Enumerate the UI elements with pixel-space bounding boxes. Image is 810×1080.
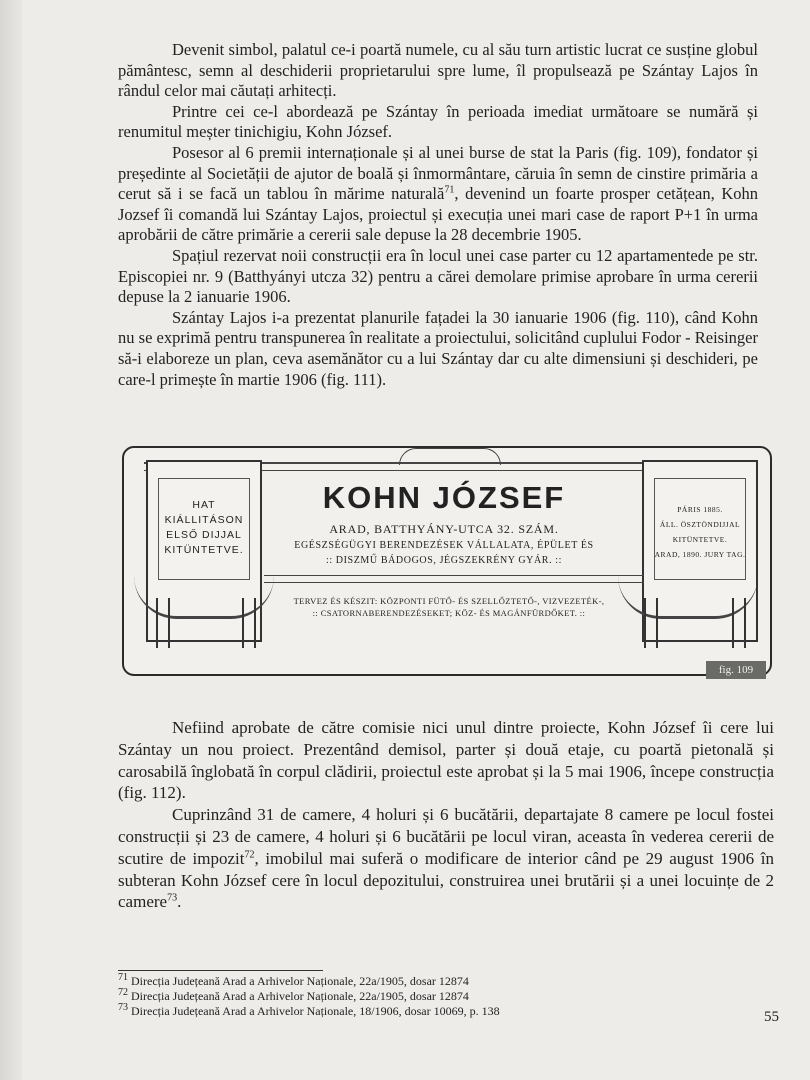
top-text-block xyxy=(118,40,758,390)
paragraph-3 xyxy=(118,143,758,246)
ad-services-line-2: :: CSATORNABERENDEZÉSEKET; KÖZ- ÉS MAGÁNFÜRDŐKET. :: xyxy=(312,608,586,618)
paragraph-4: Spațiul rezervat noii construcții era în locul unei case parter cu 12 apartamentede pe str. Episcopiei nr. 9 (Batthyányi utcza 32) pentru a cărei demolare primise aprobare în urma cererii depuse la 2 ianuarie 1906. xyxy=(118,245,758,307)
footnote-text: Direcția Județeană Arad a Arhivelor Naționale, 18/1906, dosar 10069, p. 138 xyxy=(131,1004,500,1018)
left-panel-line: HAT xyxy=(192,499,216,511)
footnote-72 xyxy=(118,989,568,1004)
paragraph-7-part-b: , imobilul mai suferă o modificare de interior când pe 29 august 1906 în subteran Kohn József cere în locul depozitului, construirea unei brutării și a unei locuințe de 2 camere xyxy=(118,848,774,912)
kohn-jozsef-advertisement xyxy=(122,446,772,676)
footnote-number: 73 xyxy=(118,1002,128,1013)
paragraph-3-part-b: , devenind un foarte prosper cetățean, Kohn Jozsef îi comandă lui Szántay Lajos, proiectul și execuția unei mari case de raport P+1 în urma aprobării de către primărie a cererii sale depuse la 28 decembrie 1905. xyxy=(118,184,758,245)
ad-title: KOHN JÓZSEF xyxy=(322,480,566,515)
right-panel-line: ARAD, 1890. JURY TAG. xyxy=(654,550,746,559)
paragraph-7-part-c: . xyxy=(177,892,182,912)
right-column-ornament xyxy=(644,598,658,648)
right-panel-line: PÁRIS 1885. xyxy=(677,505,723,514)
left-column-ornament xyxy=(156,598,170,648)
paragraph-7-part-a: Cuprinzând 31 de camere, 4 holuri și 6 bucătării, departajate 8 camere pe locul fostei construcții și 23 de camere, 4 holuri și 6 bucătării pe locul viran, aceasta în vederea cererii de scutire de impozit xyxy=(118,805,774,868)
footnote-text: Direcția Județeană Arad a Arhivelor Naționale, 22a/1905, dosar 12874 xyxy=(131,974,469,988)
ad-description-line-2: :: DISZMŰ BÁDOGOS, JÉGSZEKRÉNY GYÁR. :: xyxy=(325,555,563,566)
left-panel-line: KITÜNTETVE. xyxy=(164,544,244,556)
footnote-ref-72: 72 xyxy=(244,849,255,861)
footnote-text: Direcția Județeană Arad a Arhivelor Naționale, 22a/1905, dosar 12874 xyxy=(131,989,469,1003)
page-binding-edge xyxy=(0,0,22,1080)
ad-description-line-1: EGÉSZSÉGÜGYI BERENDEZÉSEK VÁLLALATA, ÉPÜLET ÉS xyxy=(294,540,594,551)
ad-top-arch xyxy=(399,448,501,465)
figure-label: fig. 109 xyxy=(706,661,766,679)
footnote-rule xyxy=(118,970,323,971)
footnotes xyxy=(118,974,568,1019)
right-panel-line: ÁLL. ÖSZTÖNDIJJAL xyxy=(659,520,741,529)
paragraph-5: Szántay Lajos i-a prezentat planurile fațadei la 30 ianuarie 1906 (fig. 110), când Kohn nu se exprimă pentru transpunerea în realitate a proiectului, solicitând cuplului Fodor - Reisinger să-i elaboreze un plan, ceva asemănător cu a lui Szántay dar cu alte dimensiuni și deschideri, pe care-l primește în martie 1906 (fig. 111). xyxy=(118,307,758,389)
footnote-73 xyxy=(118,1004,568,1019)
footnote-ref-71: 71 xyxy=(444,184,455,196)
right-panel-line: KITÜNTETVE. xyxy=(672,535,728,544)
left-panel-line: ELSŐ DIJJAL xyxy=(166,529,242,541)
footnote-number: 72 xyxy=(118,987,128,998)
ad-left-panel-text xyxy=(148,498,260,558)
ad-right-panel-text xyxy=(644,502,756,562)
ad-services-line-1: TERVEZ ÉS KÉSZIT: KÖZPONTI FÜTŐ- ÉS SZELLŐZTETŐ-, VIZVEZETÉK-, xyxy=(293,596,605,606)
ad-address: ARAD, BATTHYÁNY-UTCA 32. SZÁM. xyxy=(329,522,559,536)
paragraph-2: Printre cei ce-l abordează pe Szántay în perioada imediat următoare se numără și renumitul meșter tinichigiu, Kohn József. xyxy=(118,101,758,142)
bottom-text-block xyxy=(118,717,774,913)
paragraph-1: Devenit simbol, palatul ce-i poartă numele, cu al său turn artistic lucrat ce susține globul pământesc, semn al deschiderii proprietarului spre lume, îl propulsează pe Szántay Lajos în rândul celor mai căutați arhitecți. xyxy=(118,40,758,101)
footnote-ref-73: 73 xyxy=(167,892,178,904)
left-column-ornament xyxy=(242,598,256,648)
footnote-number: 71 xyxy=(118,972,128,983)
paragraph-7 xyxy=(118,804,774,913)
page-number: 55 xyxy=(764,1009,779,1025)
paragraph-3-part-a: Posesor al 6 premii internaționale și al unei burse de stat la Paris (fig. 109), fondator și președinte al Societății de ajutor de boală și înmormântare, căruia în semn de cinstire primăria a cerut să i se facă un tablou în mărime naturală xyxy=(118,142,758,204)
right-column-ornament xyxy=(732,598,746,648)
ad-divider xyxy=(264,575,644,583)
paragraph-6: Nefiind aprobate de către comisie nici unul dintre proiecte, Kohn József îi cere lui Szántay un nou proiect. Prezentând demisol, parter și două etaje, cu poartă pietonală și carosabilă înglobată în corpul clădirii, proiectul este aprobat și la 5 mai 1906, începe construcția (fig. 112). xyxy=(118,718,774,803)
left-panel-line: KIÁLLITÁSON xyxy=(164,514,244,526)
footnote-71 xyxy=(118,974,568,989)
